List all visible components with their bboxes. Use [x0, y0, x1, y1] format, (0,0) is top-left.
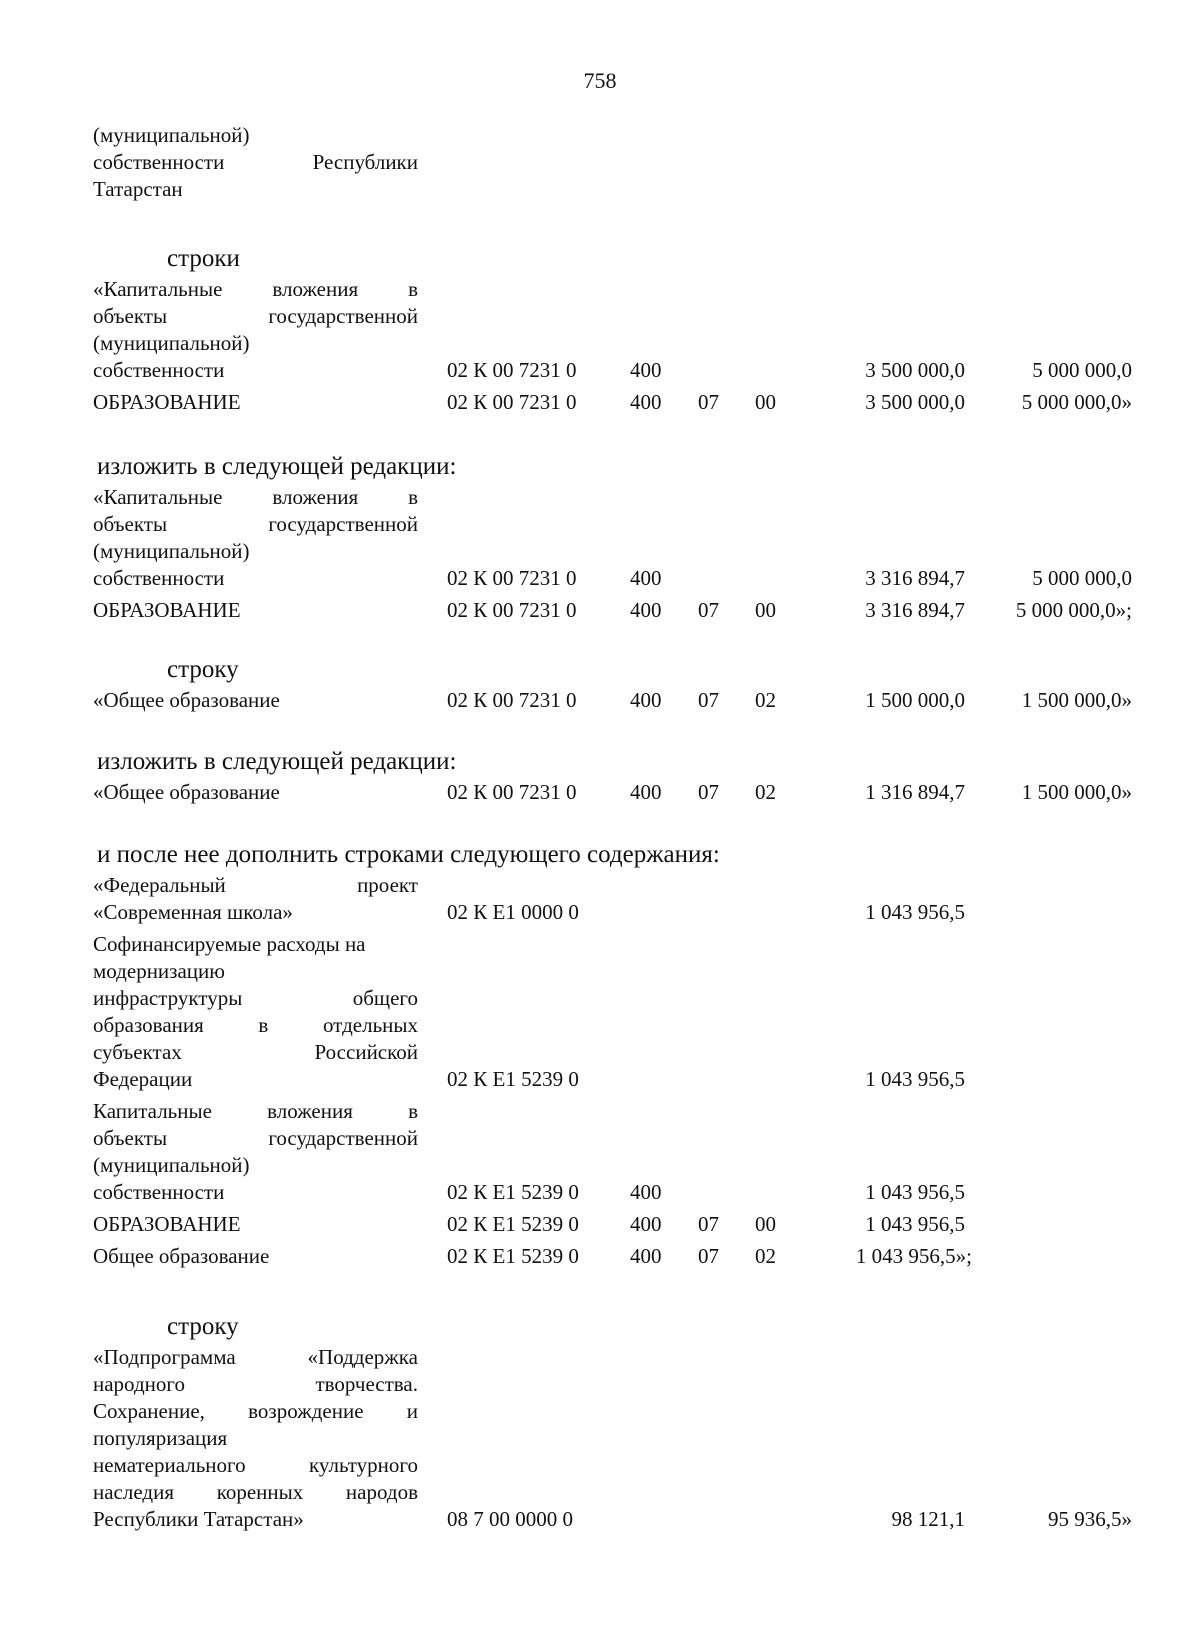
amount-cell-1: 3 500 000,0	[865, 358, 965, 382]
row-description-line: «Подпрограмма «Поддержка	[93, 1345, 418, 1369]
expense-type-cell: 400	[630, 1180, 662, 1204]
subsection-cell: 02	[755, 1244, 776, 1268]
section-cell: 07	[698, 1244, 719, 1268]
target-code-cell: 02 К Е1 5239 0	[447, 1244, 579, 1268]
row-description-line: объекты государственной	[93, 304, 418, 328]
subsection-cell: 02	[755, 780, 776, 804]
expense-type-cell: 400	[630, 688, 662, 712]
subsection-cell: 00	[755, 598, 776, 622]
instruction-text: и после нее дополнить строками следующего содержания:	[97, 841, 720, 868]
row-description-line: народного творчества.	[93, 1372, 418, 1396]
row-description-line: (муниципальной)	[93, 1153, 250, 1177]
row-description-line: образования в отдельных	[93, 1013, 418, 1037]
row-description-line: Республики Татарстан»	[93, 1507, 304, 1531]
target-code-cell: 02 К 00 7231 0	[447, 358, 577, 382]
target-code-cell: 02 К 00 7231 0	[447, 390, 577, 414]
target-code-cell: 08 7 00 0000 0	[447, 1507, 573, 1531]
target-code-cell: 02 К 00 7231 0	[447, 688, 577, 712]
amount-cell-2: 5 000 000,0	[1032, 566, 1132, 590]
row-description-line: объекты государственной	[93, 512, 418, 536]
target-code-cell: 02 К 00 7231 0	[447, 566, 577, 590]
instruction-text: изложить в следующей редакции:	[97, 748, 457, 775]
expense-type-cell: 400	[630, 1244, 662, 1268]
row-description-line: «Общее образование	[93, 780, 280, 804]
target-code-cell: 02 К Е1 5239 0	[447, 1067, 579, 1091]
subsection-cell: 00	[755, 390, 776, 414]
amount-cell-1: 3 500 000,0	[865, 390, 965, 414]
row-description-line: «Капитальные вложения в	[93, 277, 418, 301]
amount-cell-1: 3 316 894,7	[865, 598, 965, 622]
section-cell: 07	[698, 390, 719, 414]
target-code-cell: 02 К 00 7231 0	[447, 780, 577, 804]
row-description-line: Капитальные вложения в	[93, 1099, 418, 1123]
row-description-line: нематериального культурного	[93, 1453, 418, 1477]
row-description-line: Общее образование	[93, 1244, 270, 1268]
row-description-line: модернизацию	[93, 959, 225, 983]
section-cell: 07	[698, 780, 719, 804]
amount-cell-1: 3 316 894,7	[865, 566, 965, 590]
instruction-text: строку	[167, 1313, 239, 1340]
section-cell: 07	[698, 688, 719, 712]
subsection-cell: 00	[755, 1212, 776, 1236]
amount-cell-1: 1 043 956,5	[865, 1067, 965, 1091]
row-description-line: субъектах Российской	[93, 1040, 418, 1064]
row-description-line: ОБРАЗОВАНИЕ	[93, 1212, 241, 1236]
amount-cell-2: 5 000 000,0	[1032, 358, 1132, 382]
row-description-line: Сохранение, возрождение и	[93, 1399, 418, 1423]
target-code-cell: 02 К 00 7231 0	[447, 598, 577, 622]
amount-cell-1: 1 316 894,7	[865, 780, 965, 804]
amount-cell-1: 1 043 956,5	[865, 1180, 965, 1204]
expense-type-cell: 400	[630, 780, 662, 804]
amount-cell-1: 1 043 956,5	[865, 900, 965, 924]
row-description-line: «Современная школа»	[93, 900, 293, 924]
instruction-text: строки	[167, 245, 240, 272]
row-description-line: «Капитальные вложения в	[93, 485, 418, 509]
row-description-line: (муниципальной)	[93, 331, 250, 355]
row-description-line: ОБРАЗОВАНИЕ	[93, 598, 241, 622]
amount-cell-2: 5 000 000,0»;	[1015, 598, 1132, 622]
expense-type-cell: 400	[630, 358, 662, 382]
amount-cell-2: 5 000 000,0»	[1021, 390, 1132, 414]
expense-type-cell: 400	[630, 1212, 662, 1236]
amount-cell-1: 1 043 956,5	[865, 1212, 965, 1236]
row-description-line: Федерации	[93, 1067, 193, 1091]
fragment-line: собственности Республики	[93, 150, 418, 174]
target-code-cell: 02 К Е1 5239 0	[447, 1180, 579, 1204]
expense-type-cell: 400	[630, 390, 662, 414]
instruction-text: строку	[167, 656, 239, 683]
amount-cell-2: 1 500 000,0»	[1021, 780, 1132, 804]
row-description-line: объекты государственной	[93, 1126, 418, 1150]
row-description-line: (муниципальной)	[93, 539, 250, 563]
row-description-line: «Федеральный проект	[93, 873, 418, 897]
row-description-line: собственности	[93, 1180, 225, 1204]
section-cell: 07	[698, 1212, 719, 1236]
target-code-cell: 02 К Е1 5239 0	[447, 1212, 579, 1236]
section-cell: 07	[698, 598, 719, 622]
row-description-line: популяризация	[93, 1426, 228, 1450]
row-description-line: наследия коренных народов	[93, 1480, 418, 1504]
row-description-line: Софинансируемые расходы на	[93, 932, 366, 956]
amount-cell-1: 98 121,1	[891, 1507, 965, 1531]
amount-cell-2: 95 936,5»	[1048, 1507, 1132, 1531]
row-description-line: инфраструктуры общего	[93, 986, 418, 1010]
amount-cell-1: 1 043 956,5»;	[855, 1244, 972, 1268]
row-description-line: собственности	[93, 358, 225, 382]
row-description-line: «Общее образование	[93, 688, 280, 712]
amount-cell-2: 1 500 000,0»	[1021, 688, 1132, 712]
fragment-line: Татарстан	[93, 177, 183, 201]
subsection-cell: 02	[755, 688, 776, 712]
amount-cell-1: 1 500 000,0	[865, 688, 965, 712]
fragment-line: (муниципальной)	[93, 123, 250, 147]
row-description-line: ОБРАЗОВАНИЕ	[93, 390, 241, 414]
instruction-text: изложить в следующей редакции:	[97, 453, 457, 480]
target-code-cell: 02 К Е1 0000 0	[447, 900, 579, 924]
expense-type-cell: 400	[630, 598, 662, 622]
row-description-line: собственности	[93, 566, 225, 590]
expense-type-cell: 400	[630, 566, 662, 590]
page-number: 758	[583, 68, 617, 93]
